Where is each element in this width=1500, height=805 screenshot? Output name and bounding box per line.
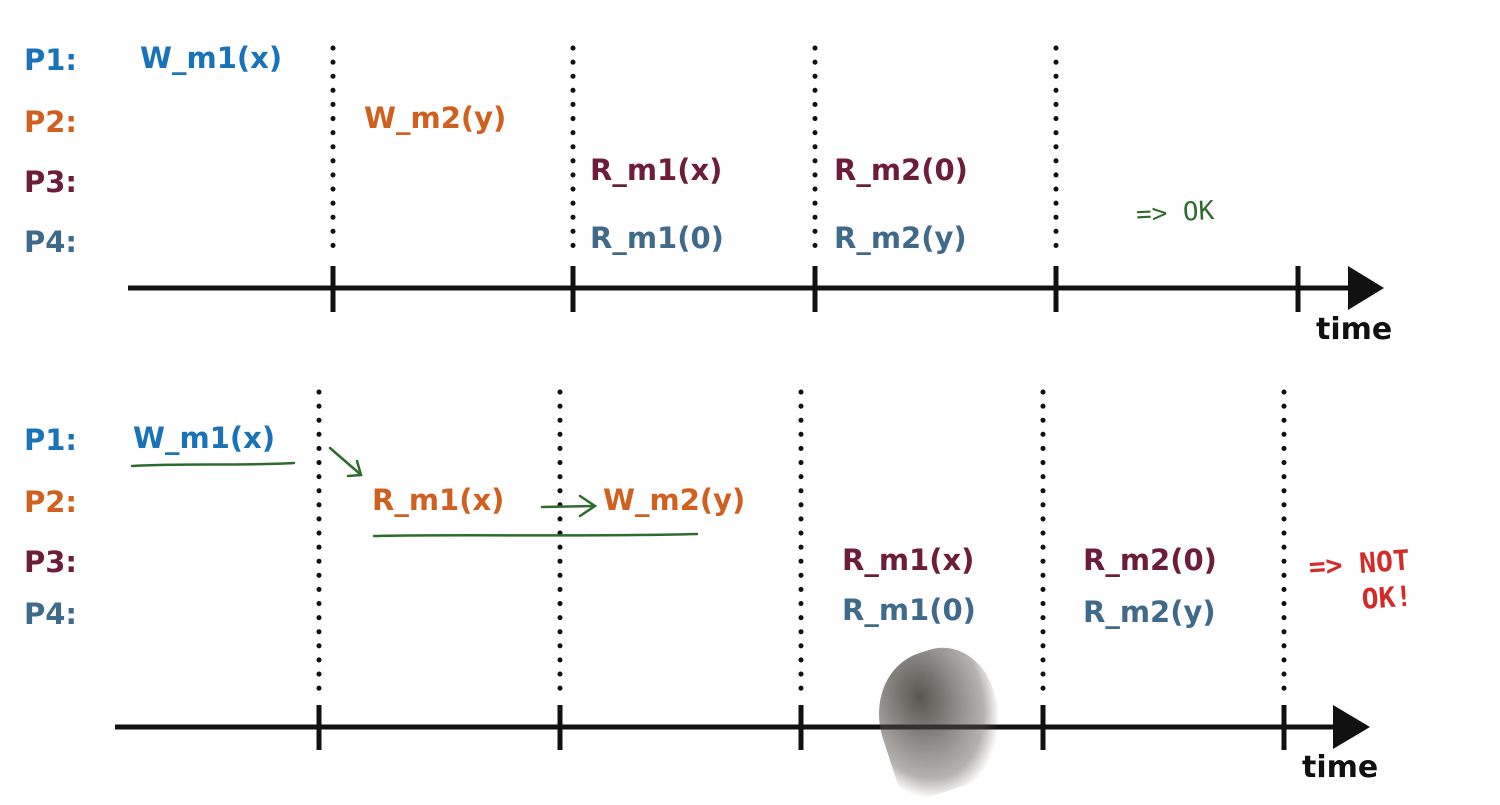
bottom-axis-label: time <box>1302 750 1379 785</box>
underline-p2-ops <box>374 534 697 536</box>
top-axis-label: time <box>1316 312 1393 347</box>
top-axis-arrowhead <box>1348 266 1384 310</box>
bottom-p4-read-1: R_m1(0) <box>842 593 976 627</box>
top-dividers <box>333 48 1056 250</box>
top-p1-write: W_m1(x) <box>140 41 283 75</box>
bottom-time-axis <box>115 705 1335 750</box>
row-label-p4: P4: <box>24 597 78 631</box>
top-p4-read-1: R_m1(0) <box>590 221 724 255</box>
top-p3-read-2: R_m2(0) <box>834 153 968 187</box>
top-verdict: => OK <box>1135 195 1216 231</box>
bottom-p2-read: R_m1(x) <box>372 483 505 517</box>
top-p4-read-2: R_m2(y) <box>834 221 967 255</box>
top-p3-read-1: R_m1(x) <box>590 153 723 187</box>
causality-arrow-2 <box>542 506 594 507</box>
row-label-p1: P1: <box>24 423 78 457</box>
bottom-p2-write: W_m2(y) <box>603 483 746 517</box>
underline-p1-write <box>132 463 294 466</box>
bottom-dividers <box>319 392 1284 692</box>
row-label-p2: P2: <box>24 105 78 139</box>
causality-arrow-1 <box>330 448 360 474</box>
row-label-p4: P4: <box>24 225 78 259</box>
top-p2-write: W_m2(y) <box>364 101 507 135</box>
bottom-verdict: => NOT OK! <box>1307 543 1414 620</box>
row-label-p2: P2: <box>24 485 78 519</box>
row-label-p3: P3: <box>24 545 78 579</box>
bottom-axis-arrowhead <box>1333 705 1370 749</box>
bottom-p3-read-2: R_m2(0) <box>1083 543 1217 577</box>
bottom-p1-write: W_m1(x) <box>133 421 276 455</box>
row-label-p3: P3: <box>24 165 78 199</box>
bottom-p4-read-2: R_m2(y) <box>1083 595 1216 629</box>
top-time-axis <box>128 266 1350 312</box>
bottom-p3-read-1: R_m1(x) <box>842 543 975 577</box>
row-label-p1: P1: <box>24 43 78 77</box>
